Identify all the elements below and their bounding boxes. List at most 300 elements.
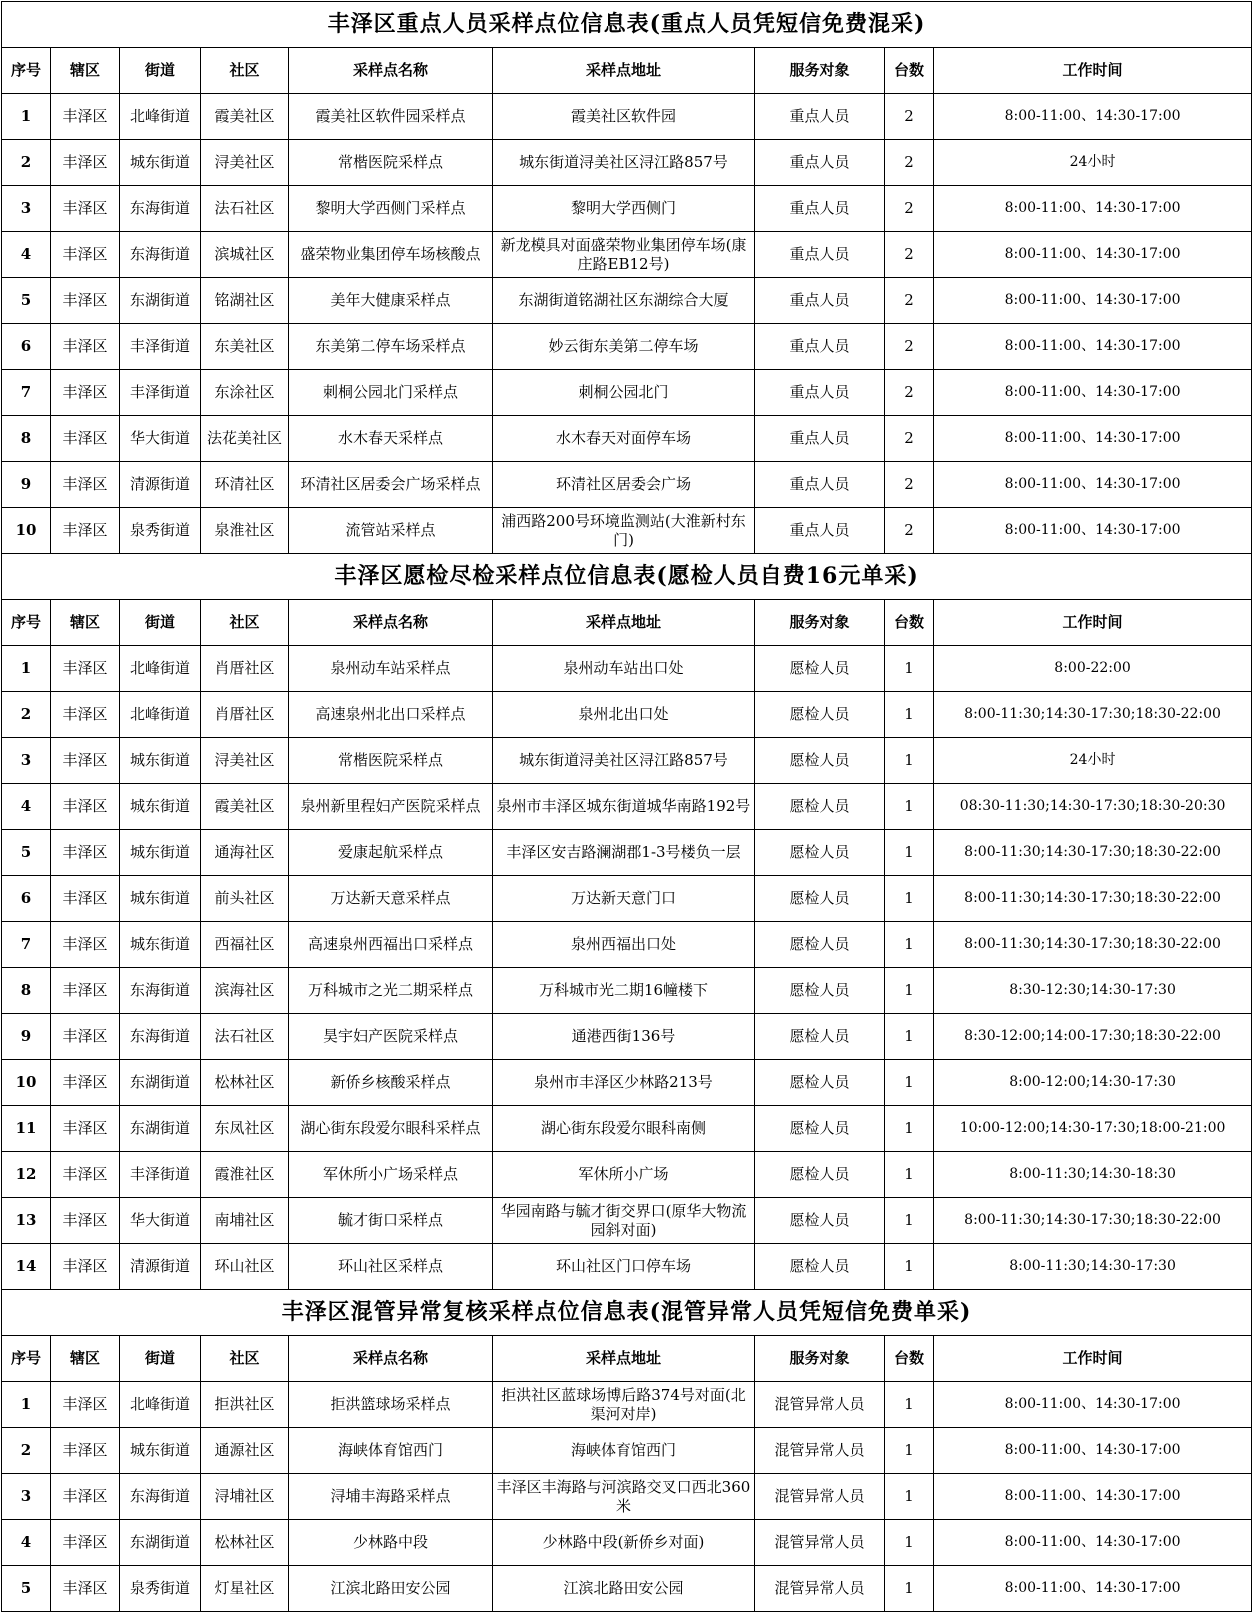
cell-service-target: 混管异常人员 [755,1474,885,1520]
cell-site-address: 泉州动车站出口处 [493,646,755,692]
cell-unit-count: 2 [885,462,934,508]
cell-unit-count: 1 [885,1014,934,1060]
cell-index: 5 [2,1566,51,1612]
cell-street: 泉秀街道 [120,1566,201,1612]
cell-site-address: 新龙模具对面盛荣物业集团停车场(康庄路EB12号) [493,232,755,278]
cell-service-target: 愿检人员 [755,876,885,922]
cell-work-hours: 8:00-11:30;14:30-17:30;18:30-22:00 [934,692,1252,738]
cell-street: 城东街道 [120,784,201,830]
cell-site-address: 泉州市丰泽区少林路213号 [493,1060,755,1106]
cell-index: 2 [2,1428,51,1474]
table-row [2,968,1252,1014]
cell-community: 法石社区 [201,1014,289,1060]
cell-street: 东湖街道 [120,1520,201,1566]
cell-district: 丰泽区 [51,830,120,876]
cell-street: 清源街道 [120,1244,201,1290]
cell-street: 华大街道 [120,416,201,462]
cell-site-name: 江滨北路田安公园 [289,1566,493,1612]
cell-street: 华大街道 [120,1198,201,1244]
cell-community: 南埔社区 [201,1198,289,1244]
cell-district: 丰泽区 [51,1152,120,1198]
cell-index: 1 [2,646,51,692]
cell-service-target: 愿检人员 [755,1060,885,1106]
cell-unit-count: 1 [885,1520,934,1566]
cell-work-hours: 8:00-11:30;14:30-17:30 [934,1244,1252,1290]
sampling-sites-table [1,1,1252,1612]
cell-site-name: 环山社区采样点 [289,1244,493,1290]
cell-district: 丰泽区 [51,416,120,462]
cell-service-target: 愿检人员 [755,1244,885,1290]
cell-street: 城东街道 [120,830,201,876]
cell-unit-count: 1 [885,1198,934,1244]
cell-district: 丰泽区 [51,1428,120,1474]
cell-district: 丰泽区 [51,1106,120,1152]
cell-district: 丰泽区 [51,508,120,554]
cell-index: 4 [2,232,51,278]
cell-street: 北峰街道 [120,646,201,692]
cell-community: 灯星社区 [201,1566,289,1612]
cell-community: 法石社区 [201,186,289,232]
cell-index: 11 [2,1106,51,1152]
cell-site-name: 刺桐公园北门采样点 [289,370,493,416]
table-row [2,370,1252,416]
section-title: 丰泽区愿检尽检采样点位信息表(愿检人员自费16元单采) [2,554,1252,600]
cell-site-address: 城东街道浔美社区浔江路857号 [493,738,755,784]
cell-site-address: 水木春天对面停车场 [493,416,755,462]
cell-index: 4 [2,1520,51,1566]
table-row [2,646,1252,692]
cell-site-address: 城东街道浔美社区浔江路857号 [493,140,755,186]
cell-street: 东海街道 [120,1474,201,1520]
section-title: 丰泽区混管异常复核采样点位信息表(混管异常人员凭短信免费单采) [2,1290,1252,1336]
cell-service-target: 愿检人员 [755,738,885,784]
cell-street: 丰泽街道 [120,324,201,370]
table-row [2,1060,1252,1106]
cell-service-target: 重点人员 [755,232,885,278]
cell-unit-count: 1 [885,646,934,692]
table-row [2,1198,1252,1244]
cell-site-name: 军休所小广场采样点 [289,1152,493,1198]
cell-street: 北峰街道 [120,692,201,738]
cell-work-hours: 8:00-11:30;14:30-17:30;18:30-22:00 [934,1198,1252,1244]
cell-district: 丰泽区 [51,1198,120,1244]
cell-community: 滨海社区 [201,968,289,1014]
cell-district: 丰泽区 [51,1382,120,1428]
cell-community: 通海社区 [201,830,289,876]
cell-index: 7 [2,370,51,416]
cell-site-address: 环清社区居委会广场 [493,462,755,508]
cell-index: 5 [2,830,51,876]
cell-district: 丰泽区 [51,278,120,324]
cell-district: 丰泽区 [51,370,120,416]
cell-unit-count: 1 [885,830,934,876]
cell-site-address: 黎明大学西侧门 [493,186,755,232]
table-row [2,278,1252,324]
column-header-site-name: 采样点名称 [289,1336,493,1382]
table-row [2,1428,1252,1474]
cell-district: 丰泽区 [51,968,120,1014]
column-header-site-address: 采样点地址 [493,600,755,646]
cell-site-address: 浦西路200号环境监测站(大淮新村东门) [493,508,755,554]
cell-service-target: 愿检人员 [755,784,885,830]
cell-district: 丰泽区 [51,1566,120,1612]
cell-unit-count: 1 [885,968,934,1014]
cell-street: 东海街道 [120,186,201,232]
column-header-service-target: 服务对象 [755,600,885,646]
column-header-district: 辖区 [51,600,120,646]
cell-community: 环清社区 [201,462,289,508]
column-header-street: 街道 [120,600,201,646]
cell-district: 丰泽区 [51,462,120,508]
cell-community: 松林社区 [201,1060,289,1106]
cell-site-name: 常楷医院采样点 [289,140,493,186]
cell-district: 丰泽区 [51,1244,120,1290]
cell-service-target: 重点人员 [755,278,885,324]
cell-service-target: 愿检人员 [755,1152,885,1198]
cell-street: 清源街道 [120,462,201,508]
cell-index: 9 [2,462,51,508]
cell-work-hours: 8:00-11:30;14:30-18:30 [934,1152,1252,1198]
cell-community: 环山社区 [201,1244,289,1290]
table-row [2,830,1252,876]
cell-site-name: 美年大健康采样点 [289,278,493,324]
table-row [2,1106,1252,1152]
cell-service-target: 重点人员 [755,94,885,140]
table-row [2,922,1252,968]
cell-community: 前头社区 [201,876,289,922]
cell-street: 北峰街道 [120,1382,201,1428]
cell-work-hours: 8:00-11:00、14:30-17:00 [934,1382,1252,1428]
cell-unit-count: 2 [885,370,934,416]
cell-site-name: 高速泉州北出口采样点 [289,692,493,738]
cell-site-name: 少林路中段 [289,1520,493,1566]
column-header-unit-count: 台数 [885,1336,934,1382]
cell-community: 浔美社区 [201,738,289,784]
cell-index: 1 [2,94,51,140]
cell-index: 5 [2,278,51,324]
cell-service-target: 愿检人员 [755,922,885,968]
cell-community: 东美社区 [201,324,289,370]
cell-work-hours: 8:00-11:00、14:30-17:00 [934,508,1252,554]
cell-site-address: 刺桐公园北门 [493,370,755,416]
cell-work-hours: 8:00-11:00、14:30-17:00 [934,1520,1252,1566]
cell-index: 3 [2,738,51,784]
column-header-service-target: 服务对象 [755,48,885,94]
cell-site-name: 盛荣物业集团停车场核酸点 [289,232,493,278]
cell-work-hours: 8:00-22:00 [934,646,1252,692]
section-title: 丰泽区重点人员采样点位信息表(重点人员凭短信免费混采) [2,2,1252,48]
cell-community: 浔埔社区 [201,1474,289,1520]
cell-community: 肖厝社区 [201,646,289,692]
cell-district: 丰泽区 [51,692,120,738]
cell-site-name: 常楷医院采样点 [289,738,493,784]
section-title-row [2,554,1252,600]
cell-street: 东海街道 [120,232,201,278]
cell-index: 8 [2,968,51,1014]
cell-unit-count: 2 [885,416,934,462]
column-header-unit-count: 台数 [885,48,934,94]
cell-site-address: 万达新天意门口 [493,876,755,922]
cell-site-address: 泉州西福出口处 [493,922,755,968]
column-header-site-address: 采样点地址 [493,1336,755,1382]
cell-street: 城东街道 [120,738,201,784]
cell-work-hours: 8:00-11:00、14:30-17:00 [934,370,1252,416]
cell-community: 泉淮社区 [201,508,289,554]
cell-index: 10 [2,508,51,554]
cell-district: 丰泽区 [51,646,120,692]
table-row [2,416,1252,462]
cell-unit-count: 1 [885,1152,934,1198]
cell-service-target: 重点人员 [755,370,885,416]
cell-work-hours: 8:30-12:00;14:00-17:30;18:30-22:00 [934,1014,1252,1060]
table-row [2,1474,1252,1520]
cell-site-address: 海峡体育馆西门 [493,1428,755,1474]
cell-site-name: 高速泉州西福出口采样点 [289,922,493,968]
cell-street: 东湖街道 [120,278,201,324]
cell-service-target: 愿检人员 [755,1014,885,1060]
cell-unit-count: 2 [885,232,934,278]
cell-unit-count: 1 [885,1474,934,1520]
cell-site-name: 泉州新里程妇产医院采样点 [289,784,493,830]
cell-site-name: 万科城市之光二期采样点 [289,968,493,1014]
cell-work-hours: 08:30-11:30;14:30-17:30;18:30-20:30 [934,784,1252,830]
table-row [2,1244,1252,1290]
column-header-unit-count: 台数 [885,600,934,646]
cell-index: 7 [2,922,51,968]
cell-index: 3 [2,186,51,232]
cell-service-target: 愿检人员 [755,830,885,876]
cell-work-hours: 8:30-12:30;14:30-17:30 [934,968,1252,1014]
cell-district: 丰泽区 [51,876,120,922]
cell-community: 滨城社区 [201,232,289,278]
cell-unit-count: 2 [885,278,934,324]
cell-work-hours: 8:00-11:00、14:30-17:00 [934,462,1252,508]
table-header-row [2,1336,1252,1382]
table-row [2,94,1252,140]
cell-service-target: 重点人员 [755,140,885,186]
cell-work-hours: 8:00-12:00;14:30-17:30 [934,1060,1252,1106]
cell-service-target: 愿检人员 [755,968,885,1014]
cell-unit-count: 2 [885,140,934,186]
cell-site-address: 泉州市丰泽区城东街道城华南路192号 [493,784,755,830]
cell-street: 丰泽街道 [120,370,201,416]
cell-district: 丰泽区 [51,232,120,278]
cell-index: 13 [2,1198,51,1244]
cell-unit-count: 1 [885,1106,934,1152]
cell-street: 东湖街道 [120,1106,201,1152]
cell-community: 霞美社区 [201,784,289,830]
table-row [2,508,1252,554]
cell-community: 东凤社区 [201,1106,289,1152]
cell-unit-count: 2 [885,186,934,232]
column-header-index: 序号 [2,1336,51,1382]
cell-district: 丰泽区 [51,1520,120,1566]
cell-work-hours: 8:00-11:30;14:30-17:30;18:30-22:00 [934,876,1252,922]
table-row [2,1014,1252,1060]
cell-district: 丰泽区 [51,1474,120,1520]
table-row [2,1520,1252,1566]
table-row [2,462,1252,508]
cell-site-name: 新侨乡核酸采样点 [289,1060,493,1106]
column-header-index: 序号 [2,600,51,646]
cell-work-hours: 8:00-11:00、14:30-17:00 [934,416,1252,462]
cell-district: 丰泽区 [51,94,120,140]
cell-unit-count: 1 [885,922,934,968]
cell-site-address: 华园南路与毓才街交界口(原华大物流园斜对面) [493,1198,755,1244]
cell-unit-count: 1 [885,1566,934,1612]
column-header-site-name: 采样点名称 [289,600,493,646]
cell-street: 东海街道 [120,1014,201,1060]
cell-service-target: 重点人员 [755,324,885,370]
cell-site-name: 泉州动车站采样点 [289,646,493,692]
cell-street: 泉秀街道 [120,508,201,554]
cell-index: 6 [2,324,51,370]
cell-district: 丰泽区 [51,922,120,968]
cell-index: 3 [2,1474,51,1520]
column-header-work-hours: 工作时间 [934,600,1252,646]
cell-district: 丰泽区 [51,1014,120,1060]
cell-unit-count: 1 [885,692,934,738]
cell-index: 6 [2,876,51,922]
cell-site-address: 丰泽区安吉路澜湖郡1-3号楼负一层 [493,830,755,876]
cell-service-target: 混管异常人员 [755,1566,885,1612]
cell-unit-count: 2 [885,324,934,370]
table-header-row [2,48,1252,94]
cell-site-address: 湖心街东段爱尔眼科南侧 [493,1106,755,1152]
column-header-site-name: 采样点名称 [289,48,493,94]
cell-work-hours: 8:00-11:00、14:30-17:00 [934,324,1252,370]
cell-site-name: 水木春天采样点 [289,416,493,462]
column-header-community: 社区 [201,48,289,94]
cell-site-name: 霞美社区软件园采样点 [289,94,493,140]
cell-unit-count: 1 [885,1060,934,1106]
cell-work-hours: 8:00-11:00、14:30-17:00 [934,1474,1252,1520]
table-row [2,1566,1252,1612]
column-header-district: 辖区 [51,1336,120,1382]
cell-unit-count: 1 [885,738,934,784]
cell-work-hours: 8:00-11:00、14:30-17:00 [934,94,1252,140]
cell-work-hours: 8:00-11:00、14:30-17:00 [934,278,1252,324]
cell-community: 霞淮社区 [201,1152,289,1198]
cell-service-target: 重点人员 [755,186,885,232]
column-header-street: 街道 [120,48,201,94]
cell-district: 丰泽区 [51,784,120,830]
table-row [2,140,1252,186]
cell-district: 丰泽区 [51,140,120,186]
cell-service-target: 重点人员 [755,508,885,554]
cell-street: 北峰街道 [120,94,201,140]
column-header-community: 社区 [201,600,289,646]
cell-site-address: 霞美社区软件园 [493,94,755,140]
cell-street: 城东街道 [120,876,201,922]
cell-site-address: 军休所小广场 [493,1152,755,1198]
cell-service-target: 混管异常人员 [755,1428,885,1474]
cell-service-target: 愿检人员 [755,646,885,692]
column-header-index: 序号 [2,48,51,94]
cell-site-address: 妙云街东美第二停车场 [493,324,755,370]
table-row [2,1382,1252,1428]
cell-site-name: 黎明大学西侧门采样点 [289,186,493,232]
cell-unit-count: 1 [885,876,934,922]
column-header-work-hours: 工作时间 [934,1336,1252,1382]
cell-service-target: 愿检人员 [755,1198,885,1244]
table-row [2,324,1252,370]
cell-service-target: 混管异常人员 [755,1520,885,1566]
cell-site-address: 少林路中段(新侨乡对面) [493,1520,755,1566]
cell-site-name: 拒洪篮球场采样点 [289,1382,493,1428]
column-header-community: 社区 [201,1336,289,1382]
cell-community: 松林社区 [201,1520,289,1566]
cell-service-target: 愿检人员 [755,1106,885,1152]
cell-site-address: 丰泽区丰海路与河滨路交叉口西北360米 [493,1474,755,1520]
table-row [2,876,1252,922]
table-row [2,1152,1252,1198]
cell-street: 丰泽街道 [120,1152,201,1198]
cell-site-name: 湖心街东段爱尔眼科采样点 [289,1106,493,1152]
column-header-service-target: 服务对象 [755,1336,885,1382]
cell-work-hours: 8:00-11:30;14:30-17:30;18:30-22:00 [934,830,1252,876]
table-row [2,232,1252,278]
cell-community: 铭湖社区 [201,278,289,324]
cell-site-address: 拒洪社区蓝球场博后路374号对面(北渠河对岸) [493,1382,755,1428]
cell-work-hours: 24小时 [934,140,1252,186]
cell-site-name: 海峡体育馆西门 [289,1428,493,1474]
cell-site-name: 东美第二停车场采样点 [289,324,493,370]
cell-site-name: 浔埔丰海路采样点 [289,1474,493,1520]
cell-service-target: 重点人员 [755,416,885,462]
cell-community: 肖厝社区 [201,692,289,738]
cell-site-name: 流管站采样点 [289,508,493,554]
cell-index: 8 [2,416,51,462]
cell-unit-count: 1 [885,1244,934,1290]
table-header-row [2,600,1252,646]
cell-site-name: 昊宇妇产医院采样点 [289,1014,493,1060]
cell-work-hours: 8:00-11:00、14:30-17:00 [934,186,1252,232]
cell-site-address: 万科城市光二期16幢楼下 [493,968,755,1014]
cell-unit-count: 1 [885,1428,934,1474]
cell-work-hours: 24小时 [934,738,1252,784]
cell-index: 1 [2,1382,51,1428]
table-row [2,784,1252,830]
cell-work-hours: 10:00-12:00;14:30-17:30;18:00-21:00 [934,1106,1252,1152]
cell-community: 霞美社区 [201,94,289,140]
cell-street: 东湖街道 [120,1060,201,1106]
cell-site-address: 东湖街道铭湖社区东湖综合大厦 [493,278,755,324]
cell-district: 丰泽区 [51,738,120,784]
cell-work-hours: 8:00-11:00、14:30-17:00 [934,1428,1252,1474]
cell-street: 东海街道 [120,968,201,1014]
cell-index: 10 [2,1060,51,1106]
column-header-street: 街道 [120,1336,201,1382]
section-title-row [2,1290,1252,1336]
cell-street: 城东街道 [120,1428,201,1474]
cell-street: 城东街道 [120,922,201,968]
cell-community: 西福社区 [201,922,289,968]
cell-district: 丰泽区 [51,1060,120,1106]
table-row [2,186,1252,232]
table-row [2,692,1252,738]
cell-index: 4 [2,784,51,830]
section-title-row [2,2,1252,48]
cell-index: 2 [2,140,51,186]
cell-index: 9 [2,1014,51,1060]
cell-district: 丰泽区 [51,186,120,232]
cell-site-name: 毓才街口采样点 [289,1198,493,1244]
cell-index: 12 [2,1152,51,1198]
cell-unit-count: 1 [885,1382,934,1428]
cell-community: 法花美社区 [201,416,289,462]
cell-service-target: 愿检人员 [755,692,885,738]
